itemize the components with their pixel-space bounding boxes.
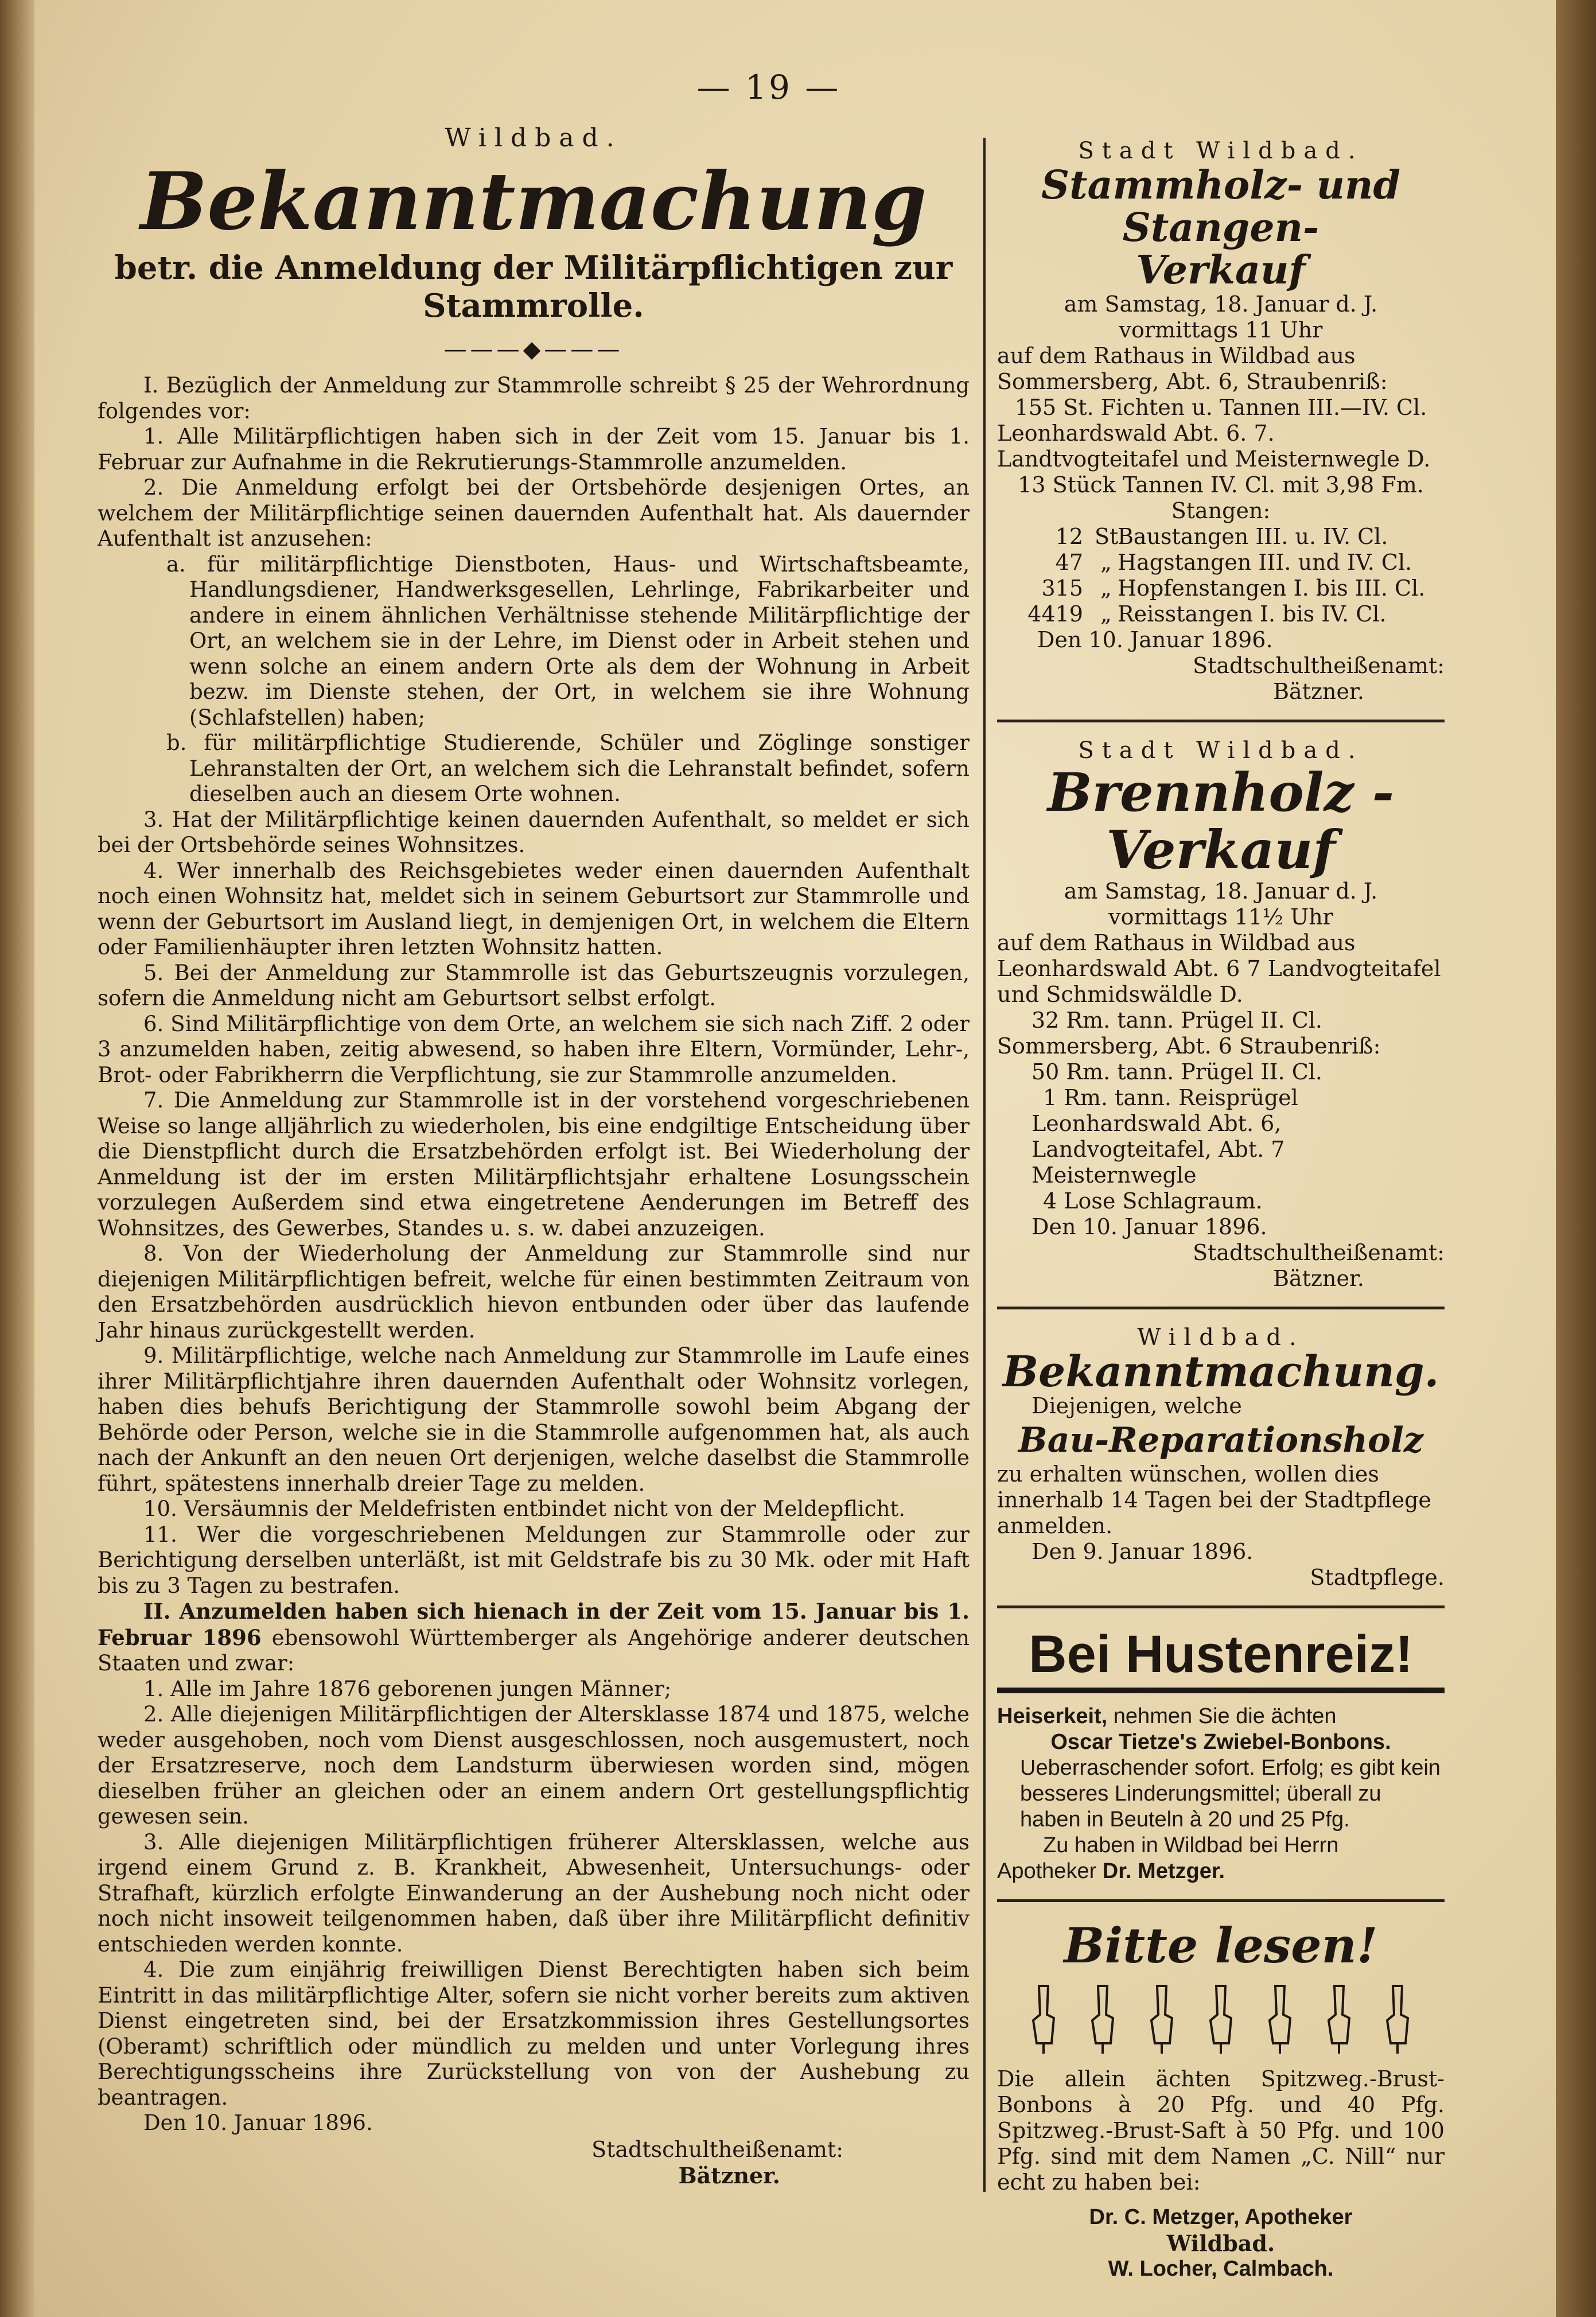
pointing-hands-row bbox=[1014, 1980, 1427, 2055]
paragraph-1: 1. Alle Militärpflichtigen haben sich in der Zeit vom 15. Januar bis 1. Februar zur Aufnahme in die Rekrutierungs-Stammrolle anzumelden. bbox=[98, 424, 970, 475]
ad-line: vormittags 11 Uhr bbox=[1119, 317, 1323, 343]
page-number: — 19 — bbox=[696, 68, 841, 107]
table-row bbox=[997, 524, 1445, 550]
ad-place: Stadt Wildbad. bbox=[1078, 138, 1364, 164]
ad-title-line2: Verkauf bbox=[1136, 247, 1306, 293]
ad-line: 1 Rm. tann. Reisprügel bbox=[1043, 1085, 1298, 1110]
paragraph-10: 10. Versäumnis der Meldefristen entbindet nicht von der Meldepflicht. bbox=[143, 1496, 906, 1521]
ad-line: W. Locher, Calmbach. bbox=[1108, 2257, 1334, 2281]
paragraph-I: I. Bezüglich der Anmeldung zur Stammrolle schreibt § 25 der Wehrordnung folgendes vor: bbox=[98, 373, 970, 423]
paragraph-II-1: 1. Alle im Jahre 1876 geborenen jungen Männer; bbox=[143, 1676, 672, 1701]
ad-line: vormittags 11½ Uhr bbox=[1108, 904, 1333, 930]
paragraph-II-rest: ebensowohl Württemberger als Angehörige anderer deutschen Staaten und zwar: bbox=[98, 1625, 970, 1675]
ad-separator bbox=[997, 720, 1445, 722]
ad-place: Wildbad. bbox=[1137, 1324, 1305, 1351]
pointing-hand-icon bbox=[1322, 1980, 1356, 2055]
ad-line: 13 Stück Tannen IV. Cl. mit 3,98 Fm. bbox=[1018, 472, 1424, 497]
ad-line-b: Dr. Metzger. bbox=[1102, 1859, 1225, 1883]
ad-line bbox=[997, 1704, 1445, 1729]
row-count: 4419 bbox=[1027, 601, 1083, 627]
paragraph-2a: a. für militärpflichtige Dienstboten, Haus- und Wirtschaftsbeamte, Handlungsdiener, Handwerksgesellen, Lehrlinge, Fabrikarbeiter und andere in einem ähnlichen Verhältnisse stehende Militärpflichtige der Ort, an welchem sie in der Lehre, im Dienst oder in Arbeit stehen und wenn solche an einem andern Orte als dem der Wohnung in Arbeit bezw. im Dienste stehen, der Ort, in welchem sie ihre Wohnung (Schlafstellen) haben; bbox=[166, 551, 970, 730]
ad-separator bbox=[997, 1605, 1445, 1608]
ad-line: Stangen: bbox=[1171, 498, 1271, 523]
ad-line: auf dem Rathaus in Wildbad aus Leonhardswald Abt. 6 7 Landvogteitafel und Schmidswäldle D. bbox=[997, 930, 1441, 1007]
row-count: 47 bbox=[1055, 550, 1083, 575]
row-text: Hagstangen III. und IV. Cl. bbox=[1118, 550, 1412, 575]
row-count: 12 bbox=[1055, 524, 1083, 549]
paragraph-3: 3. Hat der Militärpflichtige keinen dauernden Aufenthalt, so meldet er sich bei der Ortsbehörde seines Wohnsitzes. bbox=[98, 807, 970, 857]
ad-office: Stadtpflege. bbox=[1310, 1565, 1445, 1590]
paragraph-5: 5. Bei der Anmeldung zur Stammrolle ist das Geburtszeugnis vorzulegen, sofern die Anmeldung nicht am Geburtsort selbst erfolgt. bbox=[98, 960, 970, 1010]
ad-line: Leonhardswald Abt. 6, Landvogteitafel, Abt. 7 Meisternwegle bbox=[1031, 1111, 1285, 1188]
ad-line: Zu haben in Wildbad bei Herrn bbox=[1043, 1833, 1339, 1857]
ad-bauholz bbox=[997, 1324, 1445, 1591]
ad-line-a: Apotheker bbox=[997, 1859, 1103, 1883]
ad-line-highlight: Bau-Reparationsholz bbox=[1018, 1420, 1423, 1460]
row-text: Baustangen III. u. IV. Cl. bbox=[1118, 524, 1388, 549]
paragraph-II-3: 3. Alle diejenigen Militärpflichtigen früherer Altersklassen, welche aus irgend einem Grund z. B. Krankheit, Abwesenheit, Untersuchungs- oder Strafhaft, kürzlich erfolgte Einwanderung an der Aushebung noch nicht oder noch nicht insoweit teilgenommen haben, daß über ihre Militärpflicht definitiv entschieden werden konnte. bbox=[98, 1829, 970, 1957]
ad-office: Stadtschultheißenamt: bbox=[1193, 653, 1445, 678]
ad-title: Bei Hustenreiz! bbox=[1029, 1625, 1413, 1684]
ad-line-rest: nehmen Sie die ächten bbox=[1107, 1704, 1337, 1728]
notice-date: Den 10. Januar 1896. bbox=[143, 2110, 373, 2135]
ad-title-line1: Stammholz- und Stangen- bbox=[1041, 162, 1401, 251]
pointing-hand-icon bbox=[1204, 1980, 1238, 2055]
row-unit: „ bbox=[1100, 601, 1112, 627]
table-row bbox=[997, 576, 1445, 601]
ad-line: am Samstag, 18. Januar d. J. bbox=[1064, 878, 1378, 904]
paragraph-II bbox=[98, 1599, 970, 1677]
notice-place: Wildbad. bbox=[445, 123, 622, 153]
ad-line: 32 Rm. tann. Prügel II. Cl. bbox=[1031, 1008, 1323, 1033]
ad-line bbox=[997, 1859, 1445, 1884]
ad-bitte-lesen bbox=[997, 1917, 1445, 2282]
paragraph-6: 6. Sind Militärpflichtige von dem Orte, an welchem sie sich nach Ziff. 2 oder 3 anzumelden haben, zeitig abwesend, so haben ihre Eltern, Vormünder, Lehr-, Brot- oder Fabrikherrn die Verpflichtung, sie zur Stammrolle anzumelden. bbox=[98, 1011, 970, 1087]
ad-separator bbox=[997, 1307, 1445, 1309]
ad-signature: Bätzner. bbox=[1273, 1266, 1364, 1291]
ad-line: Leonhardswald Abt. 6. 7. Landtvogteitafel und Meisternwegle D. bbox=[997, 421, 1431, 472]
pointing-hand-icon bbox=[1026, 1980, 1061, 2055]
paragraph-II-4: 4. Die zum einjährig freiwilligen Dienst Berechtigten haben sich beim Eintritt in das militärpflichtige Alter, sofern sie nicht vorher bereits zum aktiven Dienst eingetreten sind, bei der Ersatzkommission ihres Gestellungsortes (Oberamt) schriftlich oder mündlich zu melden und unter Vorlegung ihres Berechtigungsscheins ihre Zurückstellung von von der Aushebung zu beantragen. bbox=[98, 1957, 970, 2110]
pointing-hand-icon bbox=[1145, 1980, 1179, 2055]
paragraph-11: 11. Wer die vorgeschriebenen Meldungen zur Stammrolle oder zur Berichtigung derselben unterläßt, ist mit Geldstrafe bis zu 30 Mk. oder mit Haft bis zu 3 Tagen zu bestrafen. bbox=[98, 1522, 970, 1598]
row-count: 315 bbox=[1041, 576, 1083, 601]
ad-signature: Bätzner. bbox=[1273, 679, 1364, 704]
ad-title: Bitte lesen! bbox=[1064, 1917, 1378, 1974]
book-binding-edge bbox=[1556, 0, 1596, 2317]
paragraph-II-bold: II. Anzumelden haben sich hienach in der Zeit vom 15. Januar bis 1. Februar 1896 bbox=[98, 1599, 970, 1650]
table-row bbox=[997, 550, 1445, 576]
paragraph-2b: b. für militärpflichtige Studierende, Schüler und Zöglinge sonstiger Lehranstalten der Ort, an welchem sich die Lehranstalt befindet, sofern dieselben auch an diesem Orte wohnen. bbox=[166, 730, 970, 806]
paragraph-2: 2. Die Anmeldung erfolgt bei der Ortsbehörde desjenigen Ortes, an welchem der Militärpflichtige seinen dauernden Aufenthalt hat. Als dauernder Aufenthalt ist anzusehen: bbox=[98, 475, 970, 551]
right-column-ads bbox=[997, 138, 1445, 2282]
row-unit: „ bbox=[1100, 550, 1112, 575]
ad-line: 50 Rm. tann. Prügel II. Cl. bbox=[1031, 1059, 1323, 1084]
paragraph-II-2: 2. Alle diejenigen Militärpflichtigen der Altersklasse 1874 und 1875, welche weder ausgehoben, noch vom Dienst ausgeschlossen, noch ausgemustert, noch der Ersatzreserve, noch dem Landsturm überwiesen worden sind, mögen dieselben früher an gleichen oder an einem andern Ort gestellungspflichtig gewesen sein. bbox=[98, 1702, 970, 1829]
paragraph-7: 7. Die Anmeldung zur Stammrolle ist in der vorstehend vorgeschriebenen Weise so lange alljährlich zu wiederholen, bis eine endgiltige Entscheidung über die Dienstpflicht durch die Ersatzbehörden erfolgt ist. Bei Wiederholung der Anmeldung ist der im ersten Militärpflichtsjahr erhaltene Losungsschein vorzulegen Außerdem sind etwa eingetretene Aenderungen im Betreff des Wohnsitzes, des Gewerbes, Standes u. s. w. dabei anzuzeigen. bbox=[98, 1088, 970, 1241]
notice-title: Bekanntmachung bbox=[140, 154, 927, 248]
ad-line: Sommersberg, Abt. 6 Straubenriß: bbox=[997, 1033, 1381, 1059]
pointing-hand-icon bbox=[1263, 1980, 1297, 2055]
ad-rule bbox=[997, 1688, 1445, 1693]
ad-line: Wildbad. bbox=[1166, 2230, 1275, 2256]
page-gutter bbox=[0, 0, 34, 2317]
ad-line: Dr. C. Metzger, Apotheker bbox=[1089, 2205, 1353, 2229]
ad-line: Die allein ächten Spitzweg.-Brust-Bonbons à 20 Pfg. und 40 Pfg. Spitzweg.-Brust-Saft à 50 Pfg. und 100 Pfg. sind mit dem Namen „C. Nill“ nur echt zu haben bei: bbox=[997, 2066, 1445, 2195]
ad-line: auf dem Rathaus in Wildbad aus Sommersberg, Abt. 6, Straubenriß: bbox=[997, 343, 1388, 394]
paragraph-8: 8. Von der Wiederholung der Anmeldung zur Stammrolle sind nur diejenigen Militärpflichtigen befreit, welche für einen bestimmten Zeitraum von den Ersatzbehörden ausdrücklich hievon entbunden oder über das laufende Jahr hinaus zurückgestellt werden. bbox=[98, 1241, 970, 1343]
ad-hustenreiz bbox=[997, 1623, 1445, 1884]
pointing-hand-icon bbox=[1380, 1980, 1415, 2055]
ad-place: Stadt Wildbad. bbox=[1078, 737, 1364, 764]
row-text: Hopfenstangen I. bis III. Cl. bbox=[1118, 576, 1426, 601]
ad-date: Den 10. Januar 1896. bbox=[1037, 627, 1273, 652]
row-text: Reisstangen I. bis IV. Cl. bbox=[1118, 601, 1387, 627]
ad-line: Diejenigen, welche bbox=[1031, 1393, 1242, 1418]
ad-date: Den 10. Januar 1896. bbox=[1031, 1214, 1267, 1239]
ad-line: zu erhalten wünschen, wollen dies innerhalb 14 Tagen bei der Stadtpflege anmelden. bbox=[997, 1461, 1431, 1538]
row-unit: St. bbox=[1095, 524, 1126, 549]
table-row bbox=[997, 601, 1445, 627]
paragraph-9: 9. Militärpflichtige, welche nach Anmeldung zur Stammrolle im Laufe eines ihrer Militärpflichtjahre ihren dauernden Aufenthalt oder Wohnsitz vorlegen, haben dies behufs Berichtigung der Stammrolle sowohl beim Abgang der Behörde oder Person, welche sie in die Stammrolle aufgenommen hat, als auch nach der Ankunft an den neuen Ort derjenigen, welche daselbst die Stammrolle führt, spätestens innerhalb dreier Tage zu melden. bbox=[98, 1343, 970, 1496]
ad-title: Brennholz - Verkauf bbox=[1047, 761, 1395, 881]
ornament-divider: ———◆——— bbox=[443, 336, 624, 363]
ad-title: Bekanntmachung. bbox=[1002, 1347, 1439, 1397]
ad-line: Oscar Tietze's Zwiebel-Bonbons. bbox=[1050, 1730, 1391, 1754]
column-divider bbox=[983, 138, 986, 2192]
notice-subtitle: betr. die Anmeldung der Militärpflichtigen zur Stammrolle. bbox=[114, 249, 953, 325]
ad-line: am Samstag, 18. Januar d. J. bbox=[1064, 291, 1378, 317]
ad-line-bold: Heiserkeit, bbox=[997, 1704, 1108, 1728]
left-column-notice bbox=[98, 123, 970, 2189]
notice-office: Stadtschultheißenamt: bbox=[591, 2136, 843, 2162]
ad-line: Ueberraschender sofort. Erfolg; es gibt kein besseres Linderungsmittel; überall zu haben in Beuteln à 20 und 25 Pfg. bbox=[1020, 1756, 1441, 1832]
ad-separator bbox=[997, 1899, 1445, 1902]
notice-signature: Bätzner. bbox=[678, 2162, 780, 2188]
row-unit: „ bbox=[1100, 576, 1112, 601]
ad-brennholz bbox=[997, 737, 1445, 1292]
ad-line: 155 St. Fichten u. Tannen III.—IV. Cl. bbox=[1014, 395, 1427, 420]
ad-office: Stadtschultheißenamt: bbox=[1193, 1240, 1445, 1265]
ad-date: Den 9. Januar 1896. bbox=[1031, 1539, 1254, 1564]
ad-stammholz bbox=[997, 138, 1445, 705]
paragraph-4: 4. Wer innerhalb des Reichsgebietes weder einen dauernden Aufenthalt noch einen Wohnsitz hat, meldet sich in seinem Geburtsort zur Stammrolle und wenn der Geburtsort im Ausland liegt, in demjenigen Ort, in welchem die Eltern oder Familienhäupter ihren letzten Wohnsitz hatten. bbox=[98, 858, 970, 959]
ad-line: 4 Lose Schlagraum. bbox=[1043, 1188, 1263, 1214]
pointing-hand-icon bbox=[1085, 1980, 1120, 2055]
